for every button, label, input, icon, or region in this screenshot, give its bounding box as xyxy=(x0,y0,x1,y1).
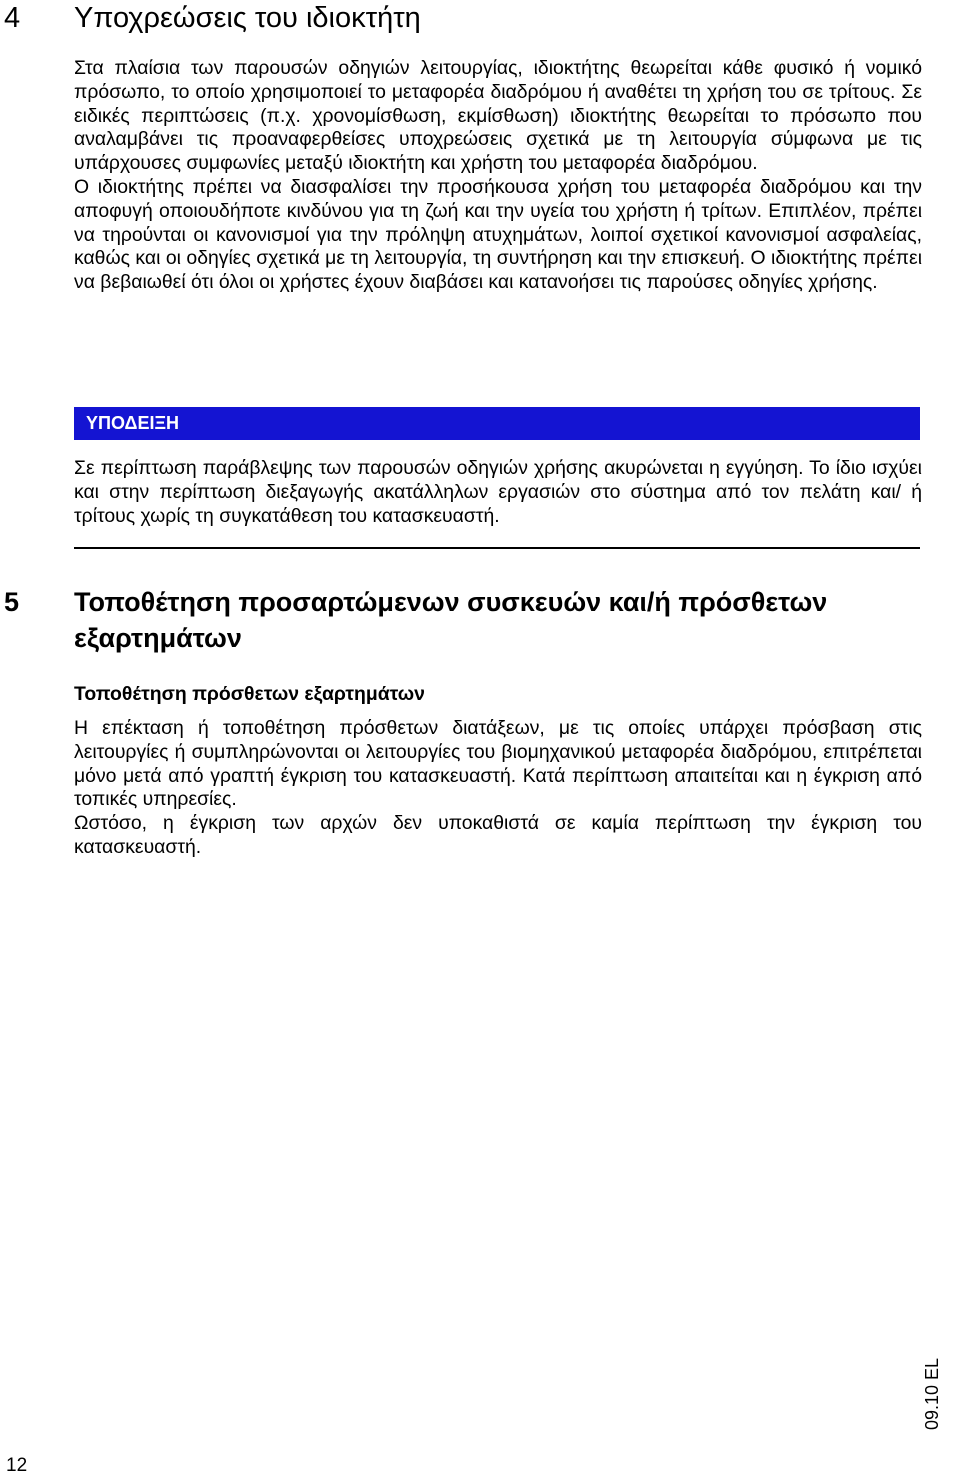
section-4-paragraph-1: Στα πλαίσια των παρουσών οδηγιών λειτουργίας, ιδιοκτήτης θεωρείται κάθε φυσικό ή νομικό πρόσωπο, το οποίο χρησιμοποιεί το μεταφορέα διαδρόμου ή αναθέτει τη χρήση του σε τρίτους. Σε ειδικές περιπτώσεις (π.χ. χρονομίσθωση, εκμίσθωση) ιδιοκτήτης θεωρείται το πρόσωπο που αναλαμβάνει τις προαναφερθείσες υποχρεώσεις σχετικά με τη λειτουργία σύμφωνα με τις υπάρχουσες συμφωνίες μεταξύ ιδιοκτήτη και χρήστη του μεταφορέα διαδρόμου. xyxy=(74,57,922,175)
section-4-title: Υποχρεώσεις του ιδιοκτήτη xyxy=(74,2,421,34)
section-5-title: Τοποθέτηση προσαρτώμενων συσκευών και/ή πρόσθετων εξαρτημάτων xyxy=(74,587,828,653)
section-5-paragraph-1: Η επέκταση ή τοποθέτηση πρόσθετων διατάξεων, με τις οποίες υπάρχει πρόσβαση στις λειτουργίες ή συμπληρώνονται οι λειτουργίες του βιομηχανικού μεταφορέα διαδρόμου, επιτρέπεται μόνο μετά από γραπτή έγκριση του κατασκευαστή. Κατά περίπτωση απαιτείται και η έγκριση από τοπικές υπηρεσίες. xyxy=(74,717,922,811)
page-number: 12 xyxy=(6,1455,28,1476)
section-5-number: 5 xyxy=(4,587,20,617)
notice-body xyxy=(74,457,922,528)
section-4-body xyxy=(74,57,922,295)
notice-divider xyxy=(74,547,920,549)
version-label: 09.10 EL xyxy=(922,1357,942,1430)
notice-bar xyxy=(74,407,920,440)
notice-label: ΥΠΟΔΕΙΞΗ xyxy=(86,413,180,433)
section-5-subheading: Τοποθέτηση πρόσθετων εξαρτημάτων xyxy=(74,683,425,705)
section-5-body xyxy=(74,717,922,860)
notice-paragraph: Σε περίπτωση παράβλεψης των παρουσών οδηγιών χρήσης ακυρώνεται η εγγύηση. Το ίδιο ισχύει και στην περίπτωση διεξαγωγής ακατάλληλων εργασιών στο σύστημα από τον πελάτη και/ ή τρίτους χωρίς τη συγκατάθεση του κατασκευαστή. xyxy=(74,457,922,527)
section-4-paragraph-2: Ο ιδιοκτήτης πρέπει να διασφαλίσει την προσήκουσα χρήση του μεταφορέα διαδρόμου και την αποφυγή οποιουδήποτε κινδύνου για τη ζωή και την υγεία του χρήστη ή τρίτων. Επιπλέον, πρέπει να τηρούνται οι κανονισμοί για την πρόληψη ατυχημάτων, λοιποί σχετικοί κανονισμοί ασφαλείας, καθώς και οι οδηγίες σχετικά με τη λειτουργία, τη συντήρηση και την επισκευή. Ο ιδιοκτήτης πρέπει να βεβαιωθεί ότι όλοι οι χρήστες έχουν διαβάσει και κατανοήσει τις παρούσες οδηγίες χρήσης. xyxy=(74,175,922,294)
section-4-number: 4 xyxy=(4,2,21,34)
section-5-paragraph-2: Ωστόσο, η έγκριση των αρχών δεν υποκαθιστά σε καμία περίπτωση την έγκριση του κατασκευαστή. xyxy=(74,812,922,858)
